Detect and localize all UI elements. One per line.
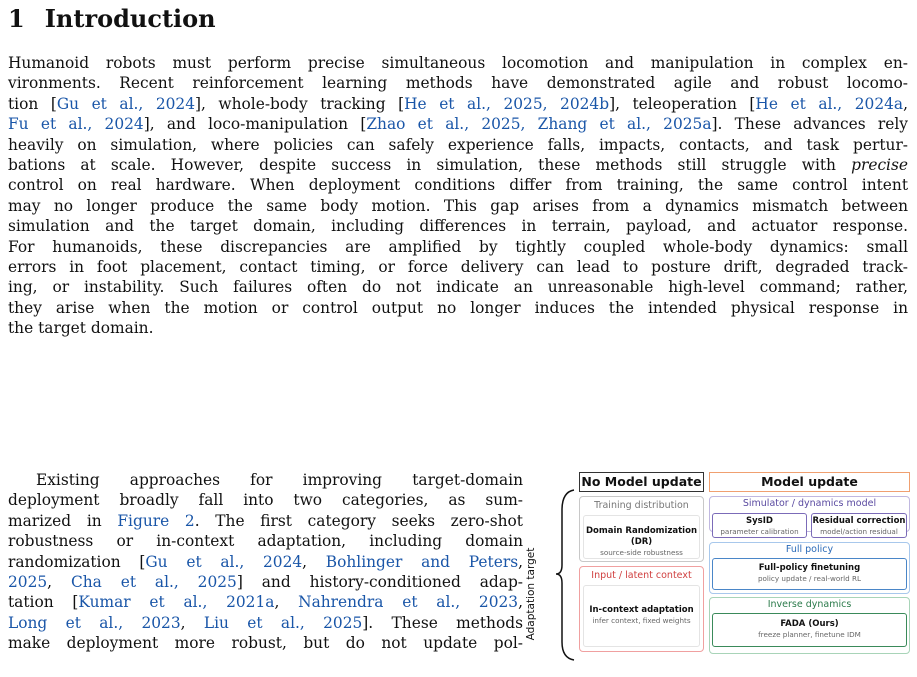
para2-line xyxy=(8,531,523,551)
input-context-panel xyxy=(579,566,704,652)
body-text: marized in xyxy=(8,511,118,530)
residual-title: Residual correction xyxy=(812,516,906,526)
citation-link[interactable]: He et al., 2024a xyxy=(755,94,904,113)
body-text: ], and loco-manipulation [ xyxy=(143,115,367,134)
para2-line xyxy=(8,470,523,490)
section-title: Introduction xyxy=(44,4,216,33)
y-axis-label: Adaptation target xyxy=(525,547,537,641)
para1-line xyxy=(8,114,908,134)
para2-line xyxy=(8,511,523,531)
body-text: they arise when the motion or control output no longer induces the intended physical response in xyxy=(8,298,908,317)
body-text: , xyxy=(180,613,204,632)
citation-link[interactable]: Zhao et al., 2025, Zhang et al., 2025a xyxy=(366,115,712,134)
citation-link[interactable]: Gu et al., 2024 xyxy=(56,94,195,113)
body-text: heavily on simulation, where policies can safely experience falls, impacts, contacts, and task pertur- xyxy=(8,135,908,154)
dr-subtitle: source-side robustness xyxy=(600,548,683,557)
body-text: ], whole-body tracking [ xyxy=(195,94,405,113)
body-text: ]. These methods xyxy=(362,613,523,632)
para1-line xyxy=(8,53,908,73)
para2-line xyxy=(8,572,523,592)
body-text: vironments. Recent reinforcement learning methods have demonstrated agile and robust locomo- xyxy=(8,74,908,93)
para2-line xyxy=(8,633,523,653)
ica-subtitle: infer context, fixed weights xyxy=(592,616,691,625)
adaptation-figure xyxy=(522,470,914,677)
para1-line xyxy=(8,277,908,297)
para1-line xyxy=(8,94,908,114)
body-text: errors in foot placement, contact timing, or force delivery can lead to posture drift, degraded track- xyxy=(8,258,908,276)
finetune-title: Full-policy finetuning xyxy=(758,563,861,573)
body-text: may no longer produce the same body motion. This gap arises from a dynamics mismatch between xyxy=(8,196,908,215)
section-number: 1 xyxy=(8,4,25,33)
para1-line xyxy=(8,73,908,93)
dr-card xyxy=(583,515,700,559)
body-text: control on real hardware. When deployment conditions differ from training, the same control intent xyxy=(8,176,908,195)
citation-link[interactable]: Gu et al., 2024 xyxy=(145,552,303,571)
fada-title: FADA (Ours) xyxy=(780,619,839,629)
body-text: make deployment more robust, but do not update pol- xyxy=(8,634,523,653)
citation-link[interactable]: Kumar et al., 2021a xyxy=(78,593,275,612)
body-text: deployment broadly fall into two categories, as sum- xyxy=(8,491,523,510)
residual-subtitle: model/action residual xyxy=(820,527,898,536)
citation-link[interactable]: Figure 2 xyxy=(117,511,195,530)
dr-title: Domain Randomization (DR) xyxy=(586,526,697,547)
finetune-subtitle: policy update / real-world RL xyxy=(757,574,862,583)
body-text: . The first category seeks zero-shot xyxy=(194,511,523,530)
sysid-title: SysID xyxy=(746,516,773,526)
para1-line xyxy=(8,237,908,257)
inverse-dynamics-label: Inverse dynamics xyxy=(767,599,852,610)
simulator-label: Simulator / dynamics model xyxy=(742,498,877,509)
body-text: ing, or instability. Such failures often do not indicate an unreasonable high-level command; rather, xyxy=(8,278,908,297)
citation-link[interactable]: Bohlinger and Peters xyxy=(325,552,519,571)
fada-subtitle: freeze planner, finetune IDM xyxy=(758,630,861,639)
body-text: ], teleoperation [ xyxy=(609,94,756,113)
no-update-header: No Model update xyxy=(579,472,704,492)
body-text: ] and history-conditioned adap- xyxy=(236,573,523,591)
para1-line xyxy=(8,135,908,155)
citation-link[interactable]: Nahrendra et al., 2023 xyxy=(298,593,519,612)
sysid-subtitle: parameter calibration xyxy=(720,527,799,536)
body-text: For humanoids, these discrepancies are amplified by tightly coupled whole-body dynamics: small xyxy=(8,237,908,256)
ica-card xyxy=(583,585,700,647)
para1-line xyxy=(8,318,908,338)
body-text: randomization [ xyxy=(8,552,146,571)
body-text: Existing approaches for improving target-domain xyxy=(36,471,523,489)
ica-title: In-context adaptation xyxy=(589,605,694,615)
section-heading xyxy=(8,4,216,33)
citation-link[interactable]: Cha et al., 2025 xyxy=(70,573,237,591)
citation-link[interactable]: Fu et al., 2024 xyxy=(8,115,144,134)
residual-card xyxy=(811,513,907,538)
para2-line xyxy=(8,592,523,612)
sysid-card xyxy=(712,513,807,538)
body-text: robustness or in-context adaptation, including domain xyxy=(8,532,523,551)
citation-link[interactable]: Long et al., 2023 xyxy=(8,613,181,632)
body-text: ]. These advances rely xyxy=(711,115,908,134)
para2-line xyxy=(8,613,523,633)
para1-line xyxy=(8,216,908,236)
para1-line xyxy=(8,298,908,318)
fada-card xyxy=(712,613,907,647)
body-text: , xyxy=(518,593,523,612)
body-text: bations at scale. However, despite success in simulation, these methods still struggle with xyxy=(8,156,852,174)
brace xyxy=(554,470,578,677)
body-text: , xyxy=(518,552,523,571)
body-text: simulation and the target domain, including differences in terrain, payload, and actuator response. xyxy=(8,217,908,236)
training-distribution-panel xyxy=(579,496,704,562)
full-policy-label: Full policy xyxy=(785,544,834,555)
body-text: tation [ xyxy=(8,593,79,612)
para1-line xyxy=(8,175,908,195)
finetune-card xyxy=(712,558,907,590)
emphasis-text: precise xyxy=(851,156,908,174)
para2-line xyxy=(8,552,523,572)
body-text: , xyxy=(47,573,71,591)
citation-link[interactable]: 2025 xyxy=(8,573,48,591)
para1-line xyxy=(8,155,908,175)
body-text: , xyxy=(903,94,908,113)
para1-line xyxy=(8,196,908,216)
body-text: the target domain. xyxy=(8,319,154,338)
para2-line xyxy=(8,490,523,510)
para1-line xyxy=(8,257,908,277)
training-distribution-label: Training distribution xyxy=(594,500,689,511)
body-text: , xyxy=(274,593,299,612)
body-text: tion [ xyxy=(8,94,57,113)
citation-link[interactable]: Liu et al., 2025 xyxy=(203,613,363,632)
body-text: Humanoid robots must perform precise simultaneous locomotion and manipulation in complex en- xyxy=(8,54,908,72)
input-context-label: Input / latent context xyxy=(591,570,692,581)
body-text: , xyxy=(302,552,326,571)
citation-link[interactable]: He et al., 2025, 2024b xyxy=(404,94,610,113)
update-header: Model update xyxy=(709,472,910,492)
